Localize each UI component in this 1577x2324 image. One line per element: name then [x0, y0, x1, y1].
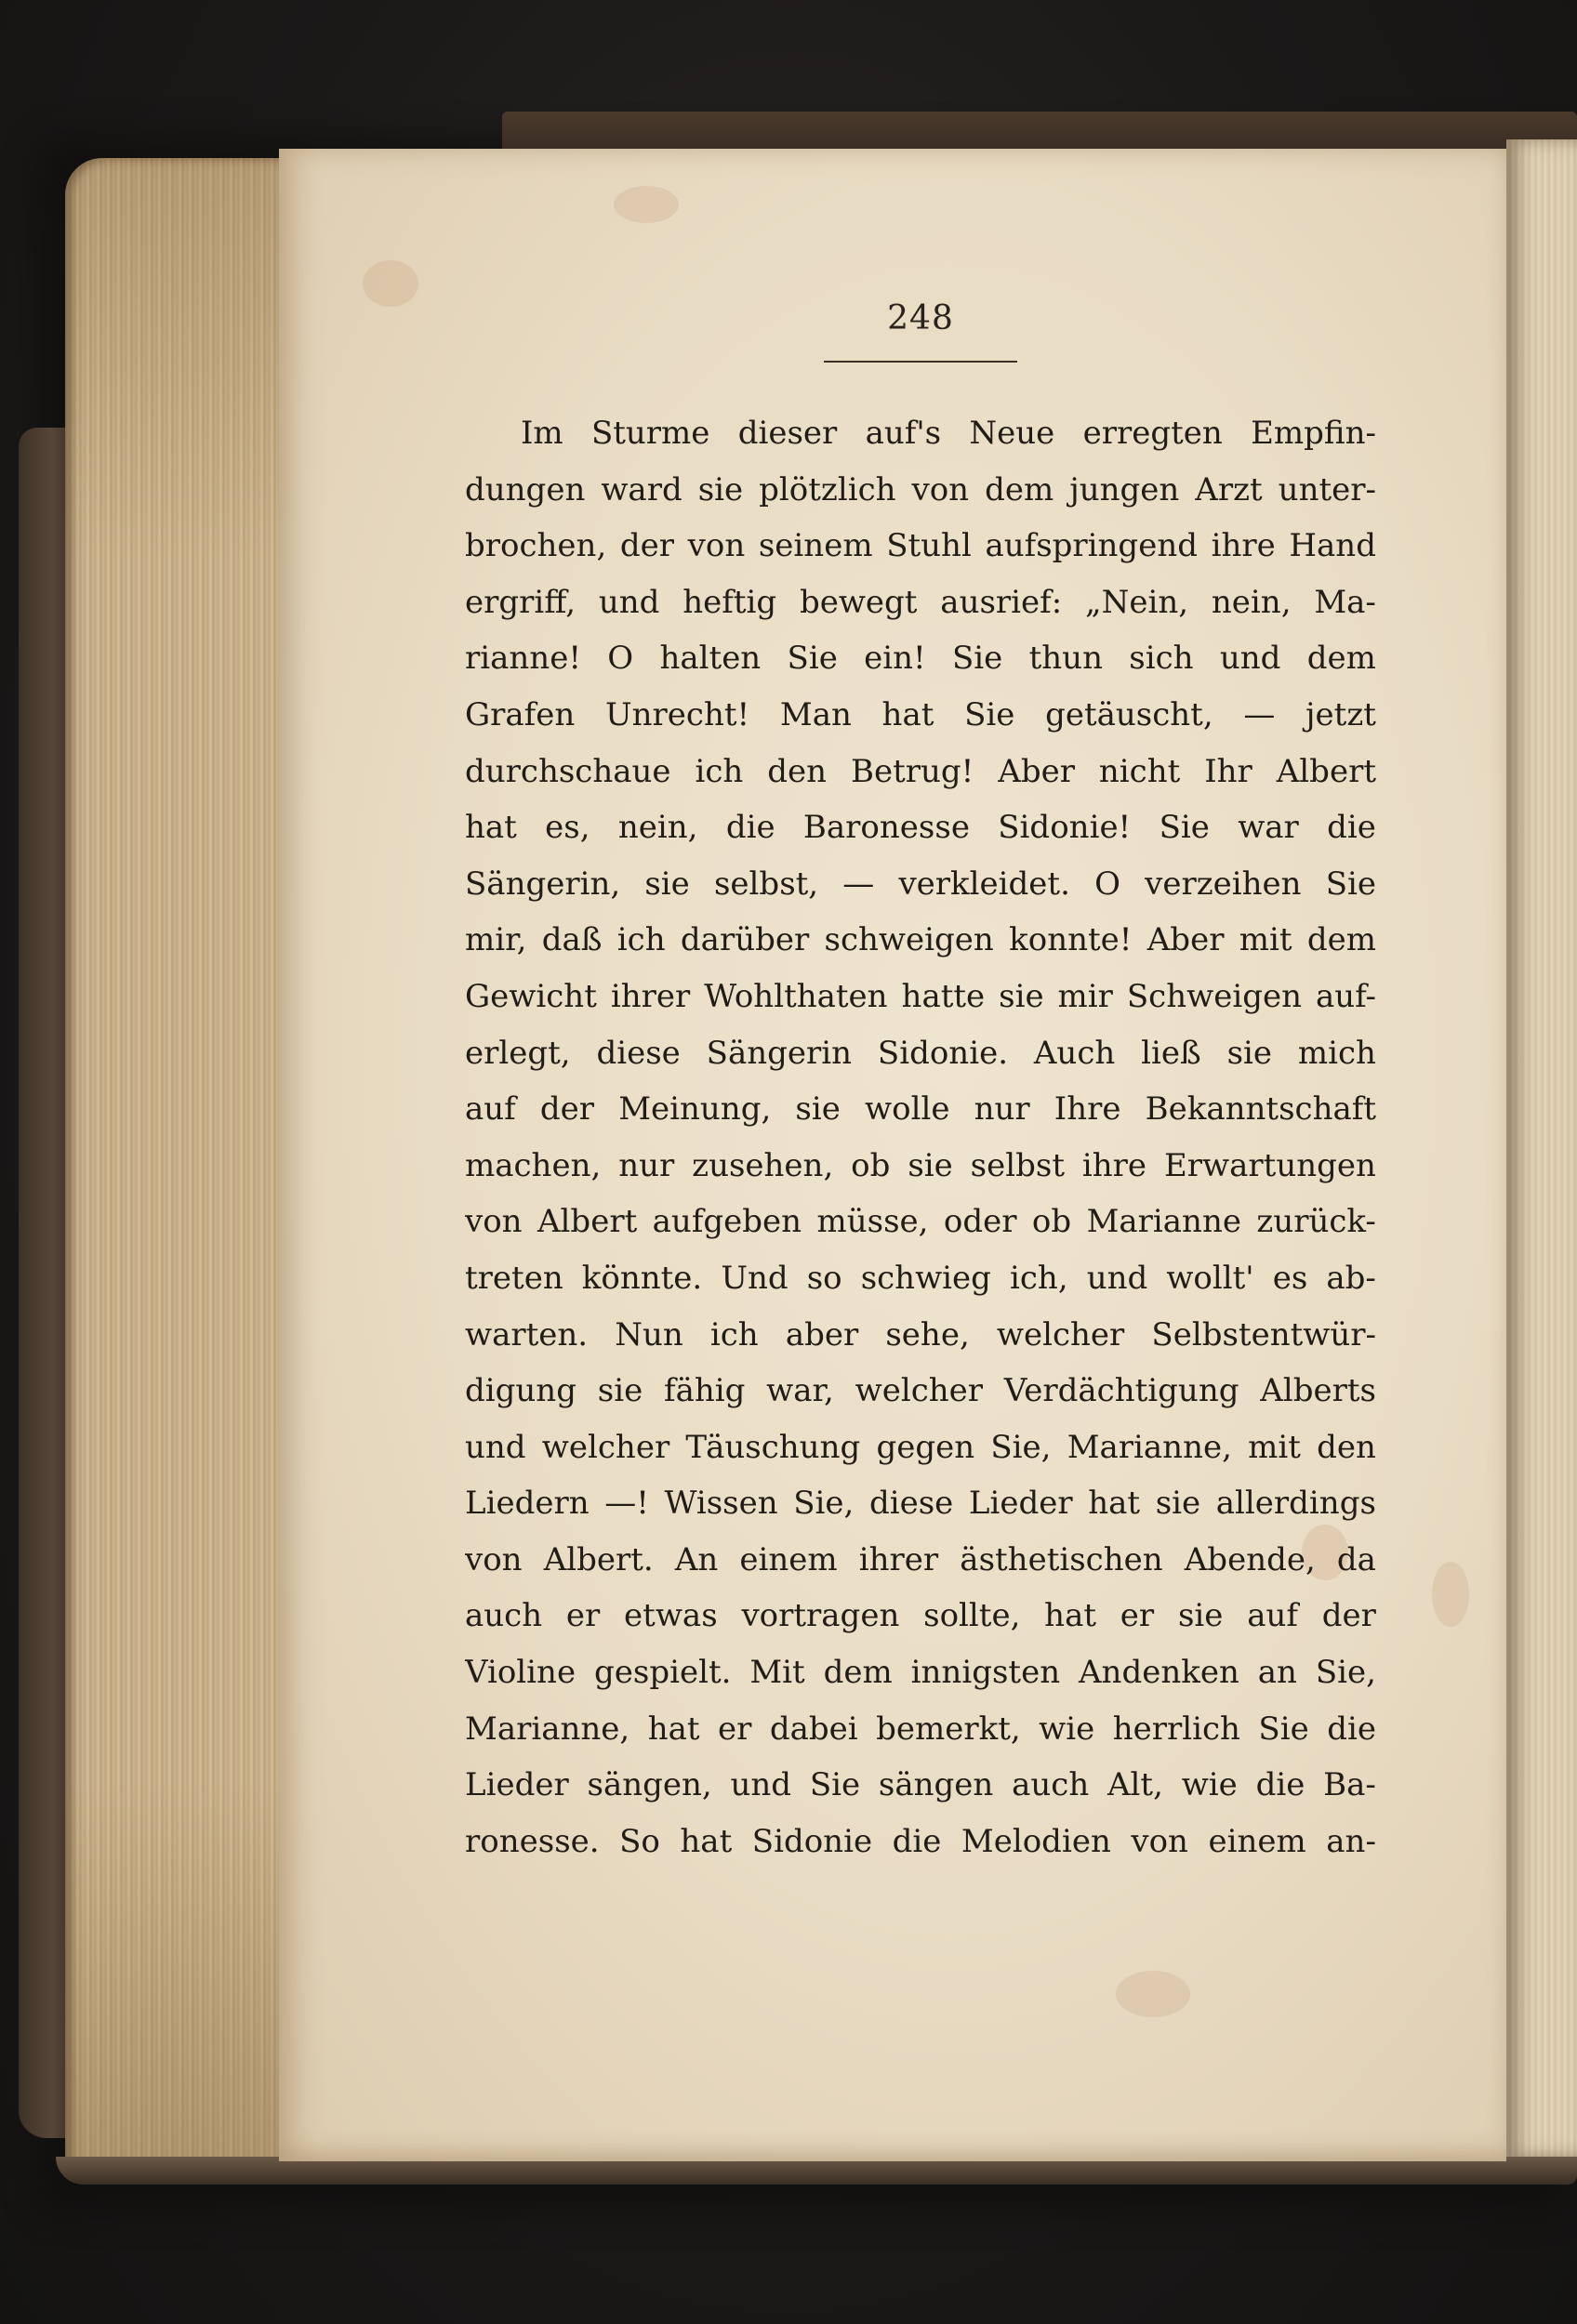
text-line: digung sie fähig war, welcher Verdächtigung Alberts [465, 1372, 1376, 1410]
text-line: auf der Meinung, sie wolle nur Ihre Bekanntschaft [465, 1090, 1376, 1129]
foxing-spot [614, 186, 679, 223]
text-line: von Albert. An einem ihrer ästhetischen Abende, da [465, 1540, 1376, 1578]
text-line: ronesse. So hat Sidonie die Melodien von einem an- [465, 1822, 1376, 1860]
text-line: Im Sturme dieser auf's Neue erregten Empfin- [521, 415, 1376, 452]
page-edges [65, 158, 298, 2185]
text-line: und welcher Täuschung gegen Sie, Marianne, mit den [465, 1428, 1376, 1466]
text-line: warten. Nun ich aber sehe, welcher Selbstentwür- [465, 1315, 1376, 1353]
text-line: Gewicht ihrer Wohlthaten hatte sie mir Schweigen auf- [465, 977, 1376, 1015]
text-line: brochen, der von seinem Stuhl aufspringend ihre Hand [465, 527, 1376, 565]
text-line: Violine gespielt. Mit dem innigsten Andenken an Sie, [465, 1654, 1376, 1692]
text-line: treten könnte. Und so schwieg ich, und wollt' es ab- [465, 1259, 1376, 1297]
body-text [465, 405, 1376, 1869]
text-line: ergriff, und heftig bewegt ausrief: „Nein, nein, Ma- [465, 583, 1376, 621]
page-number: 248 [887, 299, 954, 337]
text-line: Grafen Unrecht! Man hat Sie getäuscht, — jetzt [465, 695, 1376, 733]
text-line: auch er etwas vortragen sollte, hat er sie auf der [465, 1597, 1376, 1635]
foxing-spot [363, 260, 418, 307]
foxing-spot [1116, 1971, 1190, 2017]
text-line: Sängerin, sie selbst, — verkleidet. O verzeihen Sie [465, 865, 1376, 903]
text-line: Lieder sängen, und Sie sängen auch Alt, wie die Ba- [465, 1766, 1376, 1804]
header-rule [824, 361, 1017, 363]
text-line: machen, nur zusehen, ob sie selbst ihre Erwartungen [465, 1146, 1376, 1184]
text-line: rianne! O halten Sie ein! Sie thun sich und dem [465, 640, 1376, 678]
text-line: durchschaue ich den Betrug! Aber nicht Ihr Albert [465, 752, 1376, 790]
foxing-spot [1432, 1562, 1469, 1627]
text-line: dungen ward sie plötzlich von dem jungen Arzt unter- [465, 470, 1376, 508]
text-line: von Albert aufgeben müsse, oder ob Marianne zurück- [465, 1203, 1376, 1241]
text-line: mir, daß ich darüber schweigen konnte! Aber mit dem [465, 921, 1376, 959]
text-line: Liedern —! Wissen Sie, diese Lieder hat sie allerdings [465, 1485, 1376, 1523]
book-cover-top-edge [502, 112, 1577, 149]
text-line: hat es, nein, die Baronesse Sidonie! Sie war die [465, 809, 1376, 847]
facing-page-edge [1506, 139, 1577, 2157]
text-line: erlegt, diese Sängerin Sidonie. Auch ließ sie mich [465, 1034, 1376, 1072]
text-line: Marianne, hat er dabei bemerkt, wie herrlich Sie die [465, 1710, 1376, 1748]
